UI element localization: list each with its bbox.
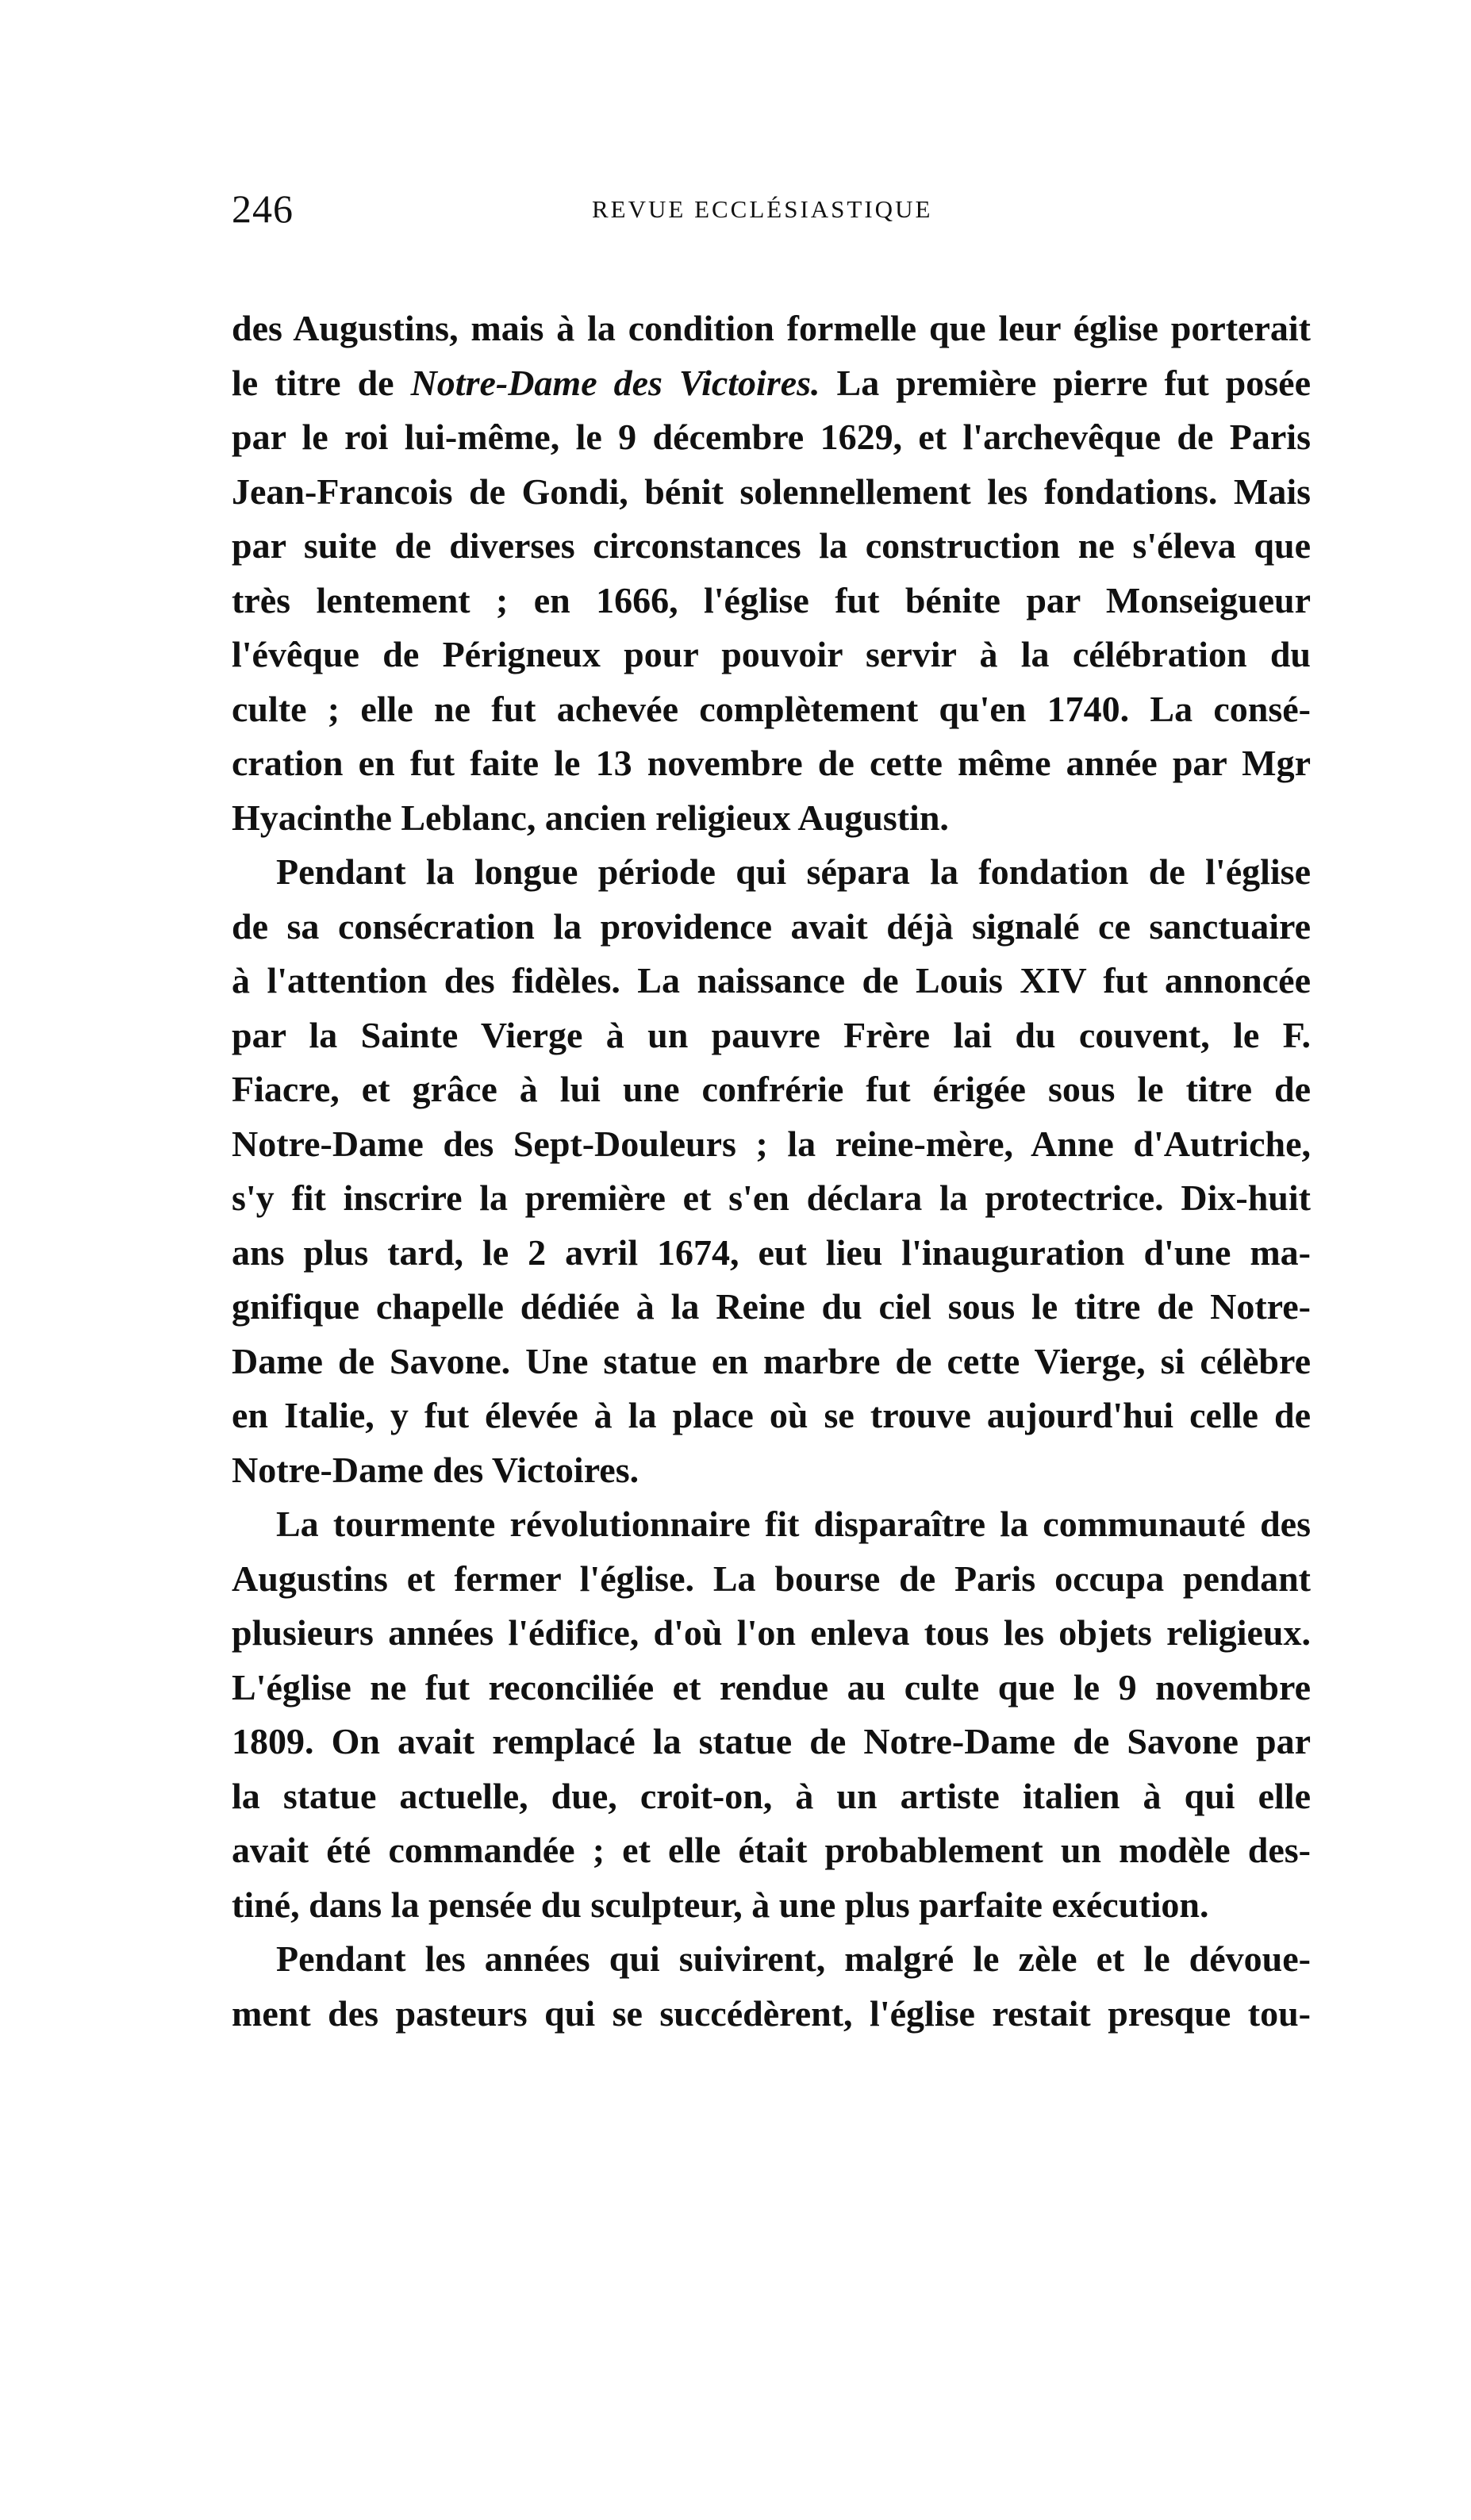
text-line: culte ; elle ne fut achevée complètement qu'en 1740. La consé- (232, 688, 1311, 729)
text-fragment: le titre de (232, 362, 411, 403)
text-line: L'église ne fut reconciliée et rendue au culte que le 9 novembre (232, 1666, 1311, 1708)
journal-title: REVUE ECCLÉSIASTIQUE (592, 195, 933, 223)
text-line: Dame de Savone. Une statue en marbre de cette Vierge, si célèbre (232, 1340, 1311, 1381)
text-line: Fiacre, et grâce à lui une confrérie fut érigée sous le titre de (232, 1069, 1311, 1109)
text-line: Jean-Francois de Gondi, bénit solennellement les fondations. Mais (232, 471, 1311, 512)
text-line: des Augustins, mais à la condition formelle que leur église porterait (232, 308, 1311, 348)
text-line: s'y fit inscrire la première et s'en déclara la protectrice. Dix-huit (232, 1177, 1311, 1218)
text-line: Hyacinthe Leblanc, ancien religieux Augustin. (232, 797, 949, 838)
text-line: ans plus tard, le 2 avril 1674, eut lieu l'inauguration d'une ma- (232, 1231, 1311, 1273)
text-line: par suite de diverses circonstances la construction ne s'éleva que (232, 525, 1311, 566)
text-line-with-title (232, 356, 1311, 411)
text-line: tiné, dans la pensée du sculpteur, à une plus parfaite exécution. (232, 1884, 1209, 1925)
page-number: 246 (232, 186, 294, 231)
text-line: la statue actuelle, due, croit-on, à un artiste italien à qui elle (232, 1775, 1311, 1816)
text-line: Pendant les années qui suivirent, malgré le zèle et le dévoue- (276, 1938, 1311, 1979)
paragraph-2 (232, 845, 1311, 1497)
text-line: Notre-Dame des Victoires. (232, 1449, 639, 1490)
paragraph-3 (232, 1497, 1311, 1932)
text-line: par la Sainte Vierge à un pauvre Frère lai du couvent, le F. (232, 1014, 1311, 1055)
text-line: Notre-Dame des Sept-Douleurs ; la reine-mère, Anne d'Autriche, (232, 1123, 1311, 1164)
text-line: de sa consécration la providence avait déjà signalé ce sanctuaire (232, 905, 1311, 947)
text-line: plusieurs années l'édifice, d'où l'on enleva tous les objets religieux. (232, 1612, 1311, 1653)
running-header (232, 173, 1311, 236)
text-line: cration en fut faite le 13 novembre de cette même année par Mgr (232, 743, 1311, 783)
text-line: l'évêque de Périgneux pour pouvoir servir à la célébration du (232, 634, 1311, 674)
text-line: gnifique chapelle dédiée à la Reine du ciel sous le titre de Notre- (232, 1286, 1311, 1327)
text-line: par le roi lui-même, le 9 décembre 1629, et l'archevêque de Paris (232, 417, 1311, 457)
paragraph-1 (232, 302, 1311, 845)
text-line: très lentement ; en 1666, l'église fut bénite par Monseigueur (232, 579, 1311, 620)
text-line: Pendant la longue période qui sépara la fondation de l'église (276, 851, 1311, 892)
paragraph-4 (232, 1932, 1311, 2041)
text-line: en Italie, y fut élevée à la place où se trouve aujourd'hui celle de (232, 1395, 1311, 1435)
text-line: La tourmente révolutionnaire fit disparaître la communauté des (276, 1504, 1311, 1544)
text-line: ment des pasteurs qui se succédèrent, l'église restait presque tou- (232, 1992, 1311, 2034)
body-text (232, 302, 1311, 2041)
text-fragment: La première pierre fut posée (820, 362, 1311, 403)
text-line: avait été commandée ; et elle était probablement un modèle des- (232, 1830, 1311, 1870)
text-line: à l'attention des fidèles. La naissance de Louis XIV fut annoncée (232, 960, 1311, 1001)
text-line: Augustins et fermer l'église. La bourse de Paris occupa pendant (232, 1558, 1311, 1599)
church-name-italic: Notre-Dame des Victoires. (410, 362, 820, 403)
text-line: 1809. On avait remplacé la statue de Notre-Dame de Savone par (232, 1721, 1311, 1761)
